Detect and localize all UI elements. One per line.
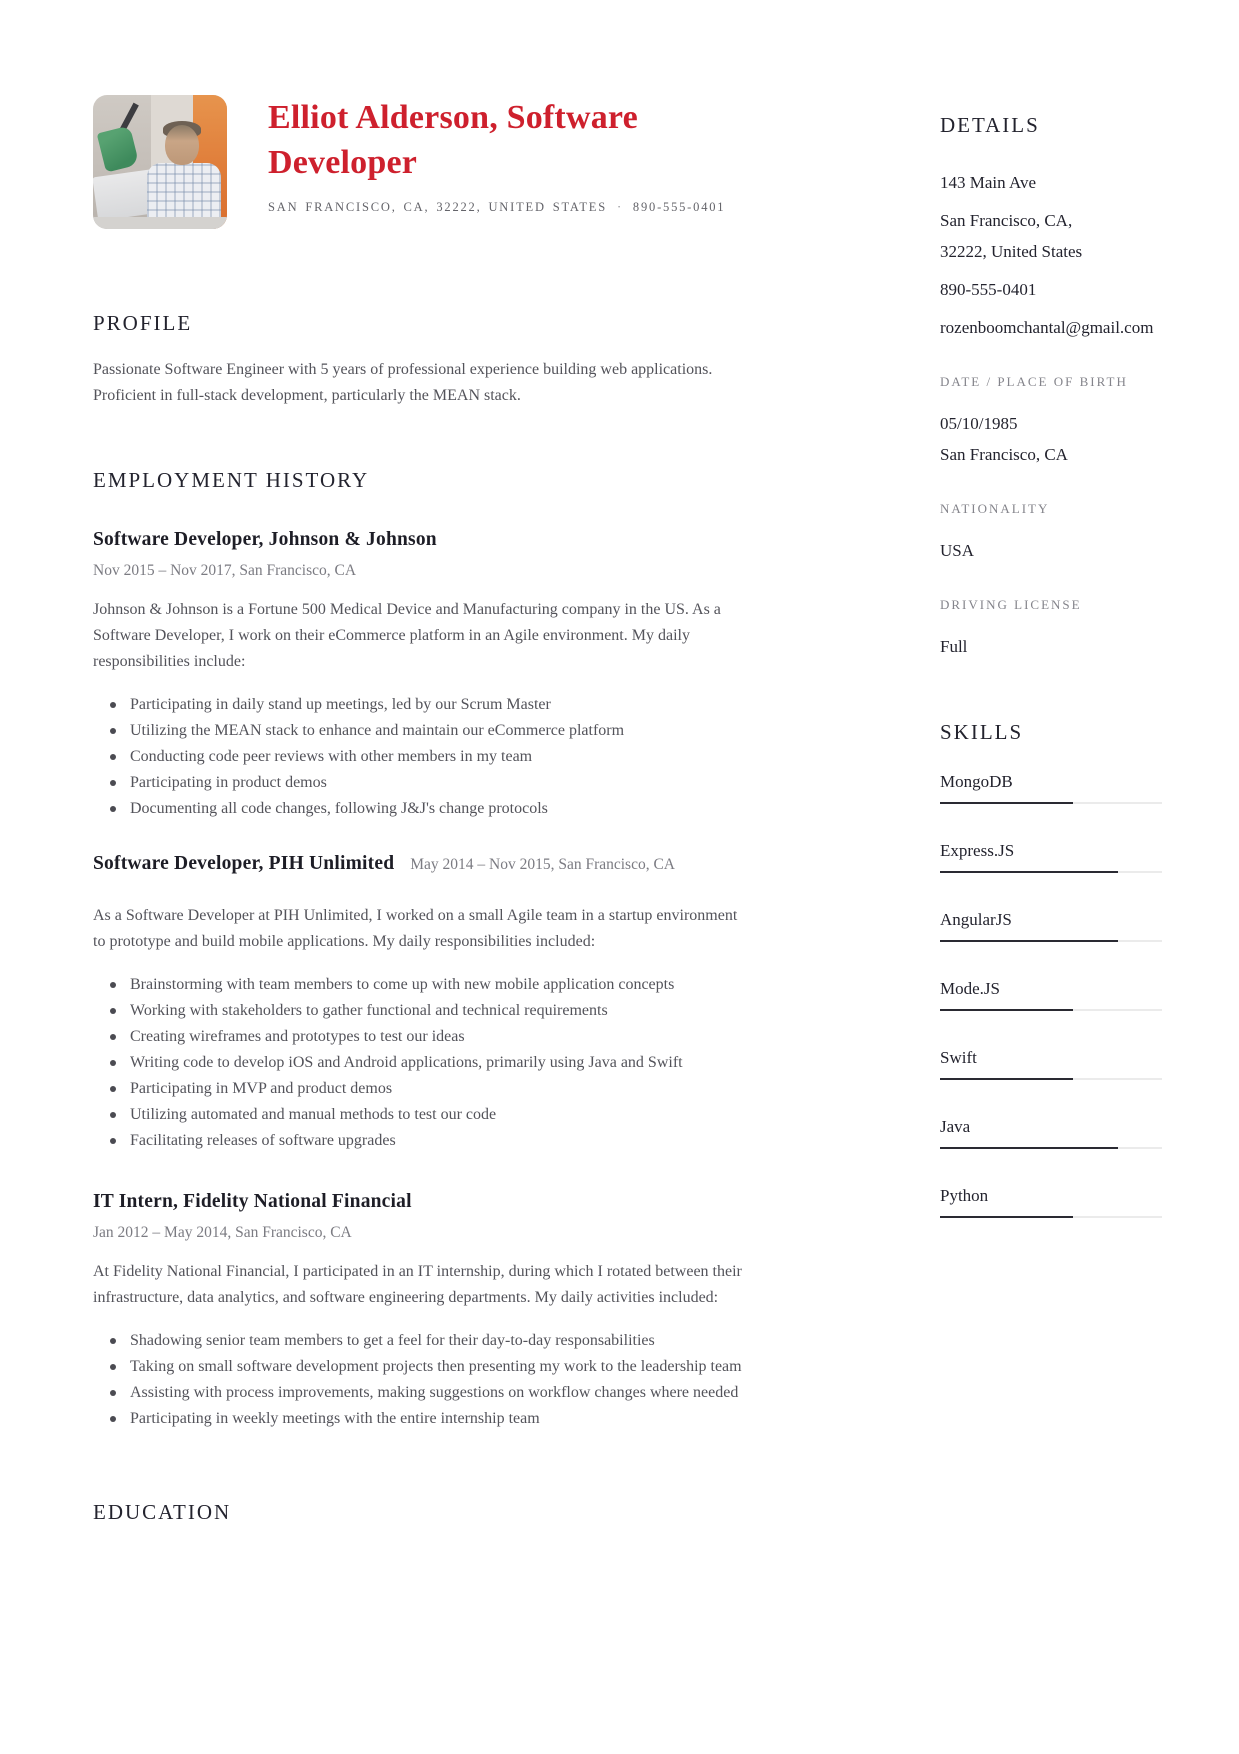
- skill-row: [940, 910, 1162, 942]
- contact-location: SAN FRANCISCO, CA, 32222, UNITED STATES: [268, 200, 607, 214]
- contact-line: [268, 200, 738, 215]
- skill-level-bar: [940, 1216, 1162, 1218]
- resume-header: [93, 95, 753, 229]
- job-description: At Fidelity National Financial, I participated in an IT internship, during which I rotated between their infrastructure, data analytics, and software engineering departments. My daily activities included:: [93, 1263, 742, 1306]
- license-value: Full: [940, 637, 968, 656]
- job-bullet-list: [93, 692, 753, 822]
- job-date-location: May 2014 – Nov 2015, San Francisco, CA: [410, 856, 676, 873]
- address-line: San Francisco, CA,: [940, 211, 1073, 230]
- phone-number: 890-555-0401: [940, 280, 1037, 299]
- job-entry: [93, 1191, 753, 1432]
- skill-level-fill: [940, 1009, 1073, 1011]
- contact-phone: 890-555-0401: [632, 200, 726, 214]
- skill-row: [940, 979, 1162, 1011]
- birth-date: 05/10/1985: [940, 414, 1018, 433]
- skills-list: [940, 772, 1162, 1218]
- job-bullet-list: [93, 1328, 753, 1432]
- skill-name: Mode.JS: [940, 979, 1000, 998]
- main-column: [93, 0, 753, 1525]
- candidate-name-title: Elliot Alderson, Software Developer: [268, 99, 638, 181]
- photo-desk-shape: [93, 217, 227, 229]
- skill-level-fill: [940, 940, 1118, 942]
- skill-level-bar: [940, 1078, 1162, 1080]
- birth-label: DATE / PLACE OF BIRTH: [940, 374, 1128, 389]
- photo-lamp-shape: [97, 125, 140, 172]
- identity-block: [268, 95, 738, 215]
- job-bullet: Taking on small software development projects then presenting my work to the leadership team: [93, 1354, 753, 1380]
- skill-row: [940, 772, 1162, 804]
- skill-row: [940, 1186, 1162, 1218]
- skill-level-fill: [940, 1147, 1118, 1149]
- skill-name: Python: [940, 1186, 989, 1205]
- job-bullet: Participating in product demos: [93, 770, 753, 796]
- job-bullet: Working with stakeholders to gather functional and technical requirements: [93, 998, 753, 1024]
- job-bullet: Creating wireframes and prototypes to test our ideas: [93, 1024, 753, 1050]
- skill-row: [940, 1048, 1162, 1080]
- skill-name: MongoDB: [940, 772, 1013, 791]
- job-description: As a Software Developer at PIH Unlimited, I worked on a small Agile team in a startup environment to prototype and build mobile applications. My daily responsibilities included:: [93, 907, 738, 950]
- skill-level-fill: [940, 871, 1118, 873]
- skill-level-bar: [940, 1009, 1162, 1011]
- address-line: 32222, United States: [940, 242, 1083, 261]
- job-description: Johnson & Johnson is a Fortune 500 Medical Device and Manufacturing company in the US. As a Software Developer, I work on their eCommerce platform in an Agile environment. My daily responsibilities include:: [93, 601, 721, 670]
- job-bullet: Facilitating releases of software upgrades: [93, 1128, 753, 1154]
- contact-separator: ·: [616, 200, 623, 214]
- job-bullet: Conducting code peer reviews with other members in my team: [93, 744, 753, 770]
- skill-level-bar: [940, 1147, 1162, 1149]
- job-date-location: Nov 2015 – Nov 2017, San Francisco, CA: [93, 562, 357, 579]
- nationality-label: NATIONALITY: [940, 501, 1050, 516]
- email-address: rozenboomchantal@gmail.com: [940, 318, 1154, 337]
- birth-place: San Francisco, CA: [940, 445, 1068, 464]
- job-bullet: Participating in MVP and product demos: [93, 1076, 753, 1102]
- address-line: 143 Main Ave: [940, 173, 1037, 192]
- address-block: [940, 205, 1162, 267]
- job-bullet: Participating in weekly meetings with the entire internship team: [93, 1406, 753, 1432]
- job-bullet: Writing code to develop iOS and Android applications, primarily using Java and Swift: [93, 1050, 753, 1076]
- skill-level-fill: [940, 1078, 1073, 1080]
- skill-row: [940, 1117, 1162, 1149]
- skill-row: [940, 841, 1162, 873]
- skill-level-bar: [940, 940, 1162, 942]
- job-title: Software Developer, Johnson & Johnson: [93, 529, 437, 550]
- job-bullet: Participating in daily stand up meetings, led by our Scrum Master: [93, 692, 753, 718]
- side-column: [940, 0, 1162, 1255]
- skill-name: Express.JS: [940, 841, 1015, 860]
- skill-level-bar: [940, 802, 1162, 804]
- details-section-heading: DETAILS: [940, 113, 1040, 137]
- skill-name: Java: [940, 1117, 971, 1136]
- job-bullet: Assisting with process improvements, making suggestions on workflow changes where needed: [93, 1380, 753, 1406]
- job-entry: [93, 529, 753, 822]
- job-bullet: Brainstorming with team members to come up with new mobile application concepts: [93, 972, 753, 998]
- job-entry: [93, 853, 753, 1154]
- employment-section-heading: EMPLOYMENT HISTORY: [93, 468, 370, 492]
- profile-summary: Passionate Software Engineer with 5 years of professional experience building web applications. Proficient in full-stack development, particularly the MEAN stack.: [93, 361, 713, 404]
- skills-section-heading: SKILLS: [940, 720, 1024, 744]
- education-section-heading: EDUCATION: [93, 1500, 232, 1524]
- job-title: IT Intern, Fidelity National Financial: [93, 1191, 412, 1212]
- job-bullet: Shadowing senior team members to get a feel for their day-to-day responsabilities: [93, 1328, 753, 1354]
- job-bullet: Documenting all code changes, following J&J's change protocols: [93, 796, 753, 822]
- profile-section-heading: PROFILE: [93, 311, 193, 335]
- job-bullet: Utilizing automated and manual methods to test our code: [93, 1102, 753, 1128]
- job-title: Software Developer, PIH Unlimited May 2014 – Nov 2015, San Francisco, CA: [93, 853, 676, 874]
- skill-name: Swift: [940, 1048, 977, 1067]
- nationality-value: USA: [940, 541, 975, 560]
- skill-name: AngularJS: [940, 910, 1012, 929]
- skill-level-bar: [940, 871, 1162, 873]
- skill-level-fill: [940, 1216, 1073, 1218]
- job-bullet: Utilizing the MEAN stack to enhance and maintain our eCommerce platform: [93, 718, 753, 744]
- job-date-location: Jan 2012 – May 2014, San Francisco, CA: [93, 1224, 352, 1241]
- job-bullet-list: [93, 972, 753, 1154]
- profile-photo: [93, 95, 227, 229]
- photo-person-shape: [165, 125, 199, 165]
- license-label: DRIVING LICENSE: [940, 597, 1082, 612]
- skill-level-fill: [940, 802, 1073, 804]
